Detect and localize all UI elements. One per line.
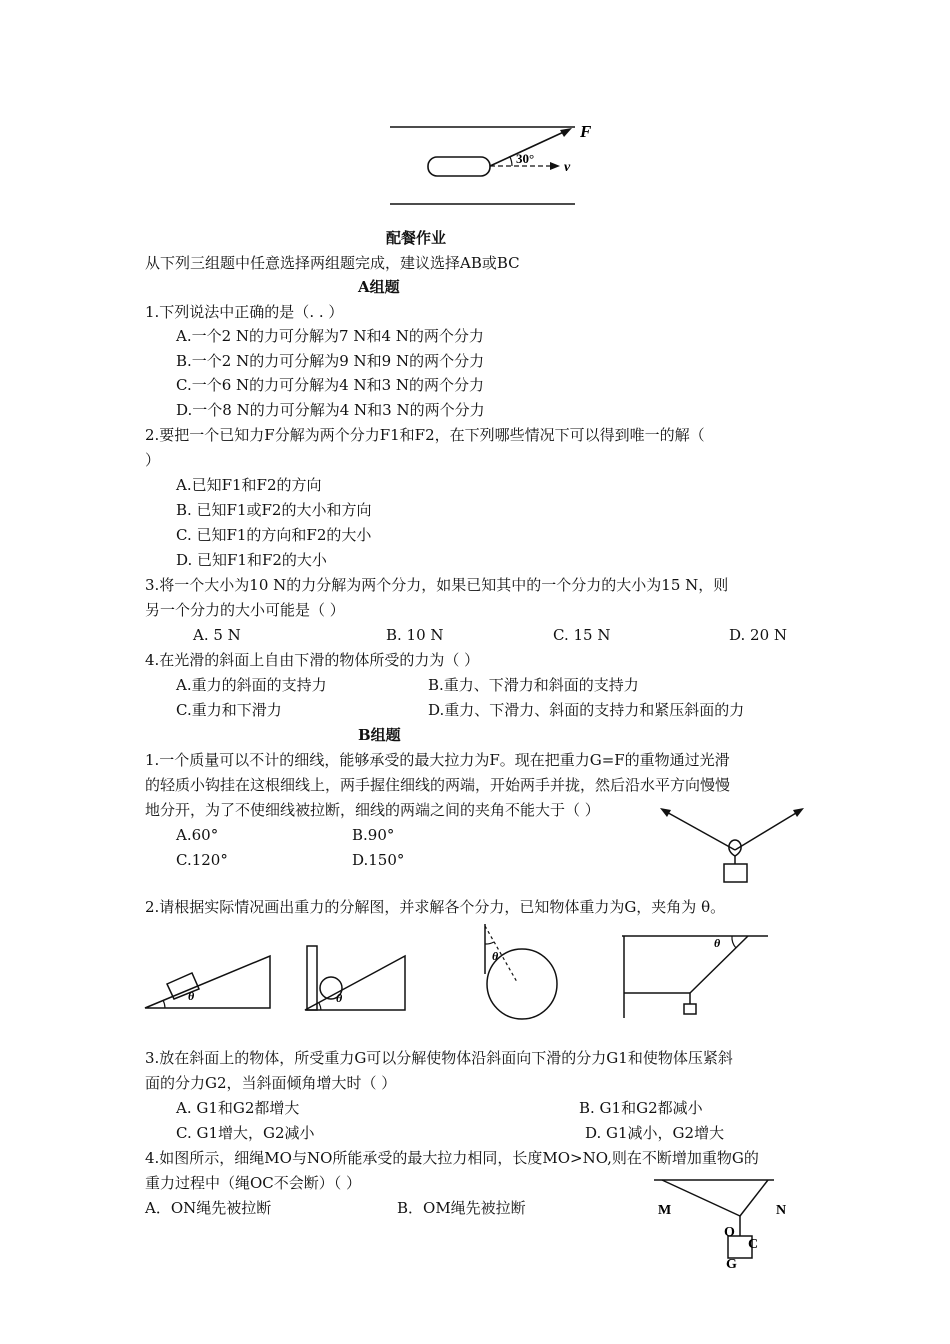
a-q4-option-c: C.重力和下滑力 <box>176 701 282 719</box>
hanging-angle-arc <box>485 942 494 944</box>
b-q4-line2: 重力过程中（绳OC不会断）（ ） <box>145 1174 362 1192</box>
label-c: C <box>748 1237 759 1252</box>
label-g: G <box>726 1257 737 1272</box>
a-q1-option-d: D.一个8 N的力可分解为4 N和3 N的两个分力 <box>176 401 485 419</box>
a-q3-stem-line2: 另一个分力的大小可能是（ ） <box>145 601 345 619</box>
incline-theta-label: θ <box>188 989 195 1003</box>
incline-angle-arc <box>163 1000 165 1008</box>
angle-arc <box>510 157 512 166</box>
weight-box <box>724 864 747 882</box>
incline-angle-arc-2 <box>319 1003 321 1010</box>
a-q2-option-d: D. 已知F1和F2的大小 <box>176 551 327 569</box>
incline-theta-label-2: θ <box>336 991 343 1005</box>
a-q4-option-b: B.重力、下滑力和斜面的支持力 <box>428 676 639 694</box>
left-string <box>663 810 735 850</box>
label-o: O <box>724 1225 735 1240</box>
force-arrowhead <box>560 128 572 137</box>
rope-mo <box>662 1180 740 1216</box>
b-q3-option-a: A. G1和G2都增大 <box>176 1099 300 1117</box>
angle-label: 30° <box>516 151 535 166</box>
b-q2-stem: 2.请根据实际情况画出重力的分解图，并求解各个分力，已知物体重力为G，夹角为 θ。 <box>145 898 726 916</box>
block-object <box>428 157 490 176</box>
right-string-arrowhead <box>793 808 804 817</box>
a-q4-stem: 4.在光滑的斜面上自由下滑的物体所受的力为（ ） <box>145 651 480 669</box>
a-q3-option-b: B. 10 N <box>386 626 444 644</box>
a-q2-option-b: B. 已知F1或F2的大小和方向 <box>176 501 372 519</box>
a-q2-stem-line2: ） <box>145 451 161 469</box>
top-force-figure <box>380 118 610 213</box>
b-q3-option-b: B. G1和G2都减小 <box>579 1099 703 1117</box>
a-q2-stem-line1: 2.要把一个已知力F分解为两个分力F1和F2，在下列哪些情况下可以得到唯一的解（ <box>145 426 705 444</box>
b-q3-option-c: C. G1增大，G2减小 <box>176 1124 315 1142</box>
label-m: M <box>658 1203 672 1218</box>
b-q4-option-b: B．OM绳先被拉断 <box>397 1199 526 1217</box>
group-a-title: A组题 <box>358 278 400 296</box>
a-q3-option-c: C. 15 N <box>553 626 611 644</box>
b-q1-line1: 1.一个质量可以不计的细线，能够承受的最大拉力为F。现在把重力G=F的重物通过光滑 <box>145 751 730 769</box>
vertical-board <box>307 946 317 1010</box>
a-q3-stem-line1: 3.将一个大小为10 N的力分解为两个分力，如果已知其中的一个分力的大小为15 N，则 <box>145 576 729 594</box>
a-q3-option-a: A. 5 N <box>193 626 241 644</box>
velocity-arrowhead <box>550 162 560 170</box>
a-q4-option-d: D.重力、下滑力、斜面的支持力和紧压斜面的力 <box>428 701 745 719</box>
b-q1-option-d: D.150° <box>352 851 405 869</box>
a-q1-stem: 1.下列说法中正确的是（. . ） <box>145 303 344 321</box>
section-heading: 配餐作业 <box>386 229 447 247</box>
velocity-label: v <box>564 160 571 175</box>
hanging-theta-label: θ <box>492 949 499 963</box>
b-q1-option-a: A.60° <box>176 826 219 844</box>
mon-rope-figure <box>650 1172 800 1272</box>
instruction-text: 从下列三组题中任意选择两组题完成，建议选择AB或BC <box>145 254 520 272</box>
dashed-rope <box>485 926 517 982</box>
a-q2-option-c: C. 已知F1的方向和F2的大小 <box>176 526 372 544</box>
a-q2-option-a: A.已知F1和F2的方向 <box>176 476 322 494</box>
a-q1-option-b: B.一个2 N的力可分解为9 N和9 N的两个分力 <box>176 352 485 370</box>
bracket-figure <box>618 930 773 1020</box>
hanging-ball-figure <box>475 922 565 1022</box>
group-b-title: B组题 <box>358 726 401 744</box>
incline-ball-figure <box>295 942 410 1014</box>
force-label: F <box>580 122 592 141</box>
bracket-theta-label: θ <box>714 936 721 950</box>
a-q4-option-a: A.重力的斜面的支持力 <box>176 676 327 694</box>
right-string <box>735 810 801 850</box>
b-q1-line3: 地分开，为了不使细线被拉断，细线的两端之间的夹角不能大于（ ） <box>145 801 600 819</box>
incline-block-figure <box>140 950 275 1012</box>
rope-no <box>740 1180 768 1216</box>
bracket-angle-arc <box>732 936 736 948</box>
b-q1-option-b: B.90° <box>352 826 395 844</box>
b-q3-line1: 3.放在斜面上的物体，所受重力G可以分解使物体沿斜面向下滑的分力G1和使物体压紧斜 <box>145 1049 733 1067</box>
a-q1-option-c: C.一个6 N的力可分解为4 N和3 N的两个分力 <box>176 376 485 394</box>
b-q1-option-c: C.120° <box>176 851 228 869</box>
b-q4-option-a: A．ON绳先被拉断 <box>145 1199 272 1217</box>
b-q4-line1: 4.如图所示，细绳MO与NO所能承受的最大拉力相同，长度MO>NO,则在不断增加重物G的 <box>145 1149 759 1167</box>
hanging-weight <box>684 1004 696 1014</box>
b-q1-line2: 的轻质小钩挂在这根细线上，两手握住细线的两端，开始两手并拢，然后沿水平方向慢慢 <box>145 776 731 794</box>
string-hook-figure <box>655 800 805 885</box>
label-n: N <box>776 1203 787 1218</box>
a-q3-option-d: D. 20 N <box>729 626 788 644</box>
incline-triangle-2 <box>305 956 405 1010</box>
a-q1-option-a: A.一个2 N的力可分解为7 N和4 N的两个分力 <box>176 327 484 345</box>
b-q3-line2: 面的分力G2，当斜面倾角增大时（ ） <box>145 1074 397 1092</box>
left-string-arrowhead <box>660 808 671 817</box>
b-q3-option-d: D. G1减小，G2增大 <box>585 1124 725 1142</box>
